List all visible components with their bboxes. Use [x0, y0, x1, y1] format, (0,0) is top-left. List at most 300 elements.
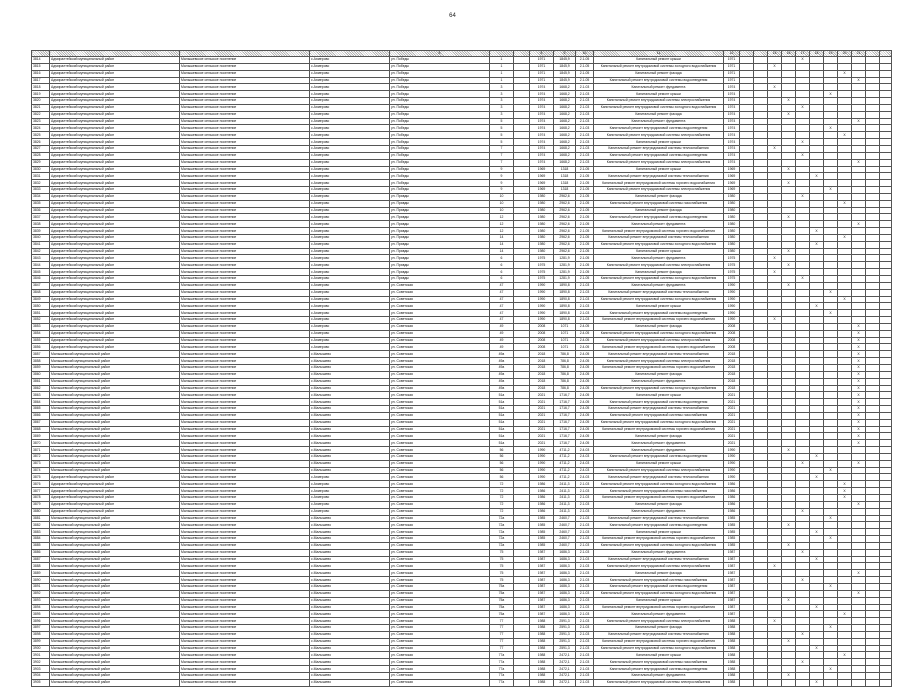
district-cell: Малышевский муниципальный район [50, 659, 180, 666]
house-cell: 47 [490, 310, 514, 317]
mark-cell [796, 282, 810, 289]
mark-cell [768, 440, 782, 447]
table-row [32, 63, 892, 70]
mark-cell [768, 337, 782, 344]
year-cell: 1988 [530, 666, 554, 673]
term-cell: 2.1-05 [576, 187, 594, 194]
mark-cell [880, 262, 892, 269]
work-type-cell: Капитальный ремонт внутридомовой системы холодного водоснабжения [594, 385, 724, 392]
year-cell: 1988 [530, 679, 554, 686]
street-cell: ул. Советская [390, 679, 490, 686]
mark-cell [824, 481, 838, 488]
street-cell: ул. Победы [390, 104, 490, 111]
mark-cell [754, 583, 768, 590]
mark-cell [740, 159, 754, 166]
table-row [32, 207, 892, 214]
locality-cell: с.Малышево [310, 440, 390, 447]
mark-cell [810, 570, 824, 577]
term-cell: 2.4-05 [576, 406, 594, 413]
mark-cell [754, 145, 768, 152]
table-row [32, 323, 892, 330]
work-type-cell: Капитальный ремонт внутридомовой системы электроснабжения [594, 618, 724, 625]
mark-cell [740, 440, 754, 447]
year-cell: 1969 [530, 187, 554, 194]
from-year-cell: 2018 [724, 364, 740, 371]
table-row [32, 385, 892, 392]
work-type-cell: Капитальный ремонт внутридомовой системы теплоснабжения [594, 406, 724, 413]
mark-cell: Х [824, 310, 838, 317]
mark-cell [768, 132, 782, 139]
mark-cell [880, 611, 892, 618]
mark-cell [824, 344, 838, 351]
mark-cell [866, 132, 880, 139]
mark-cell [796, 187, 810, 194]
mark-cell [866, 276, 880, 283]
house-cell: 51а [490, 419, 514, 426]
mark-cell: Х [796, 152, 810, 159]
mark-cell [866, 385, 880, 392]
mark-cell [796, 652, 810, 659]
mark-cell [866, 187, 880, 194]
year-cell: 2021 [530, 412, 554, 419]
district-cell: Адмиралтейский муниципальный район [50, 139, 180, 146]
house-cell: 72а [490, 529, 514, 536]
mark-cell [852, 467, 866, 474]
row-id: 3860 [32, 371, 50, 378]
settlement-cell: Малышевское сельское поселение [180, 57, 310, 64]
term-cell: 2.1-03 [576, 672, 594, 679]
mark-cell [866, 152, 880, 159]
mark-cell [796, 310, 810, 317]
mark-cell [866, 248, 880, 255]
mark-cell [754, 652, 768, 659]
work-type-cell: Капитальный ремонт фасада [594, 269, 724, 276]
area-cell: 1668,2 [554, 104, 576, 111]
mark-cell [824, 77, 838, 84]
district-cell: Малышевский муниципальный район [50, 625, 180, 632]
mark-cell [880, 351, 892, 358]
from-year-cell: 1988 [724, 672, 740, 679]
row-id: 3873 [32, 460, 50, 467]
row-id: 3834 [32, 193, 50, 200]
term-cell: 2.1-03 [576, 145, 594, 152]
from-year-cell: 1974 [724, 111, 740, 118]
mark-cell [740, 221, 754, 228]
area-cell: 1281,9 [554, 255, 576, 262]
settlement-cell: Малышевское сельское поселение [180, 577, 310, 584]
mark-cell [838, 515, 852, 522]
district-cell: Адмиралтейский муниципальный район [50, 111, 180, 118]
mark-cell [740, 625, 754, 632]
mark-cell [754, 453, 768, 460]
mark-cell [754, 282, 768, 289]
term-cell: 2.1-03 [576, 488, 594, 495]
blank-cell [514, 344, 530, 351]
mark-cell [754, 556, 768, 563]
district-cell: Адмиралтейский муниципальный район [50, 296, 180, 303]
mark-cell [810, 385, 824, 392]
mark-cell: Х [852, 337, 866, 344]
mark-cell [768, 378, 782, 385]
mark-cell [838, 159, 852, 166]
mark-cell [824, 563, 838, 570]
mark-cell [754, 549, 768, 556]
term-cell: 2.4-05 [576, 433, 594, 440]
row-id: 3866 [32, 412, 50, 419]
street-cell: ул. Советская [390, 378, 490, 385]
area-cell: 4711,2 [554, 447, 576, 454]
term-cell: 2.4-05 [576, 378, 594, 385]
mark-cell [768, 125, 782, 132]
area-cell: 786,8 [554, 358, 576, 365]
mark-cell [852, 145, 866, 152]
year-cell: 1974 [530, 98, 554, 105]
district-cell: Адмиралтейский муниципальный район [50, 57, 180, 64]
mark-cell: Х [852, 118, 866, 125]
mark-cell [838, 276, 852, 283]
work-type-cell: Капитальный ремонт фундамента [594, 118, 724, 125]
blank-cell [514, 419, 530, 426]
mark-cell [880, 371, 892, 378]
work-type-cell: Капитальный ремонт внутридомовой системы водоотведения [594, 666, 724, 673]
district-cell: Адмиралтейский муниципальный район [50, 63, 180, 70]
mark-cell [866, 303, 880, 310]
table-row [32, 679, 892, 686]
mark-cell [824, 111, 838, 118]
mark-cell [880, 460, 892, 467]
street-cell: ул. Победы [390, 187, 490, 194]
year-cell: 1975 [530, 255, 554, 262]
mark-cell [810, 70, 824, 77]
work-type-cell: Капитальный ремонт фундамента [594, 672, 724, 679]
mark-cell: Х [796, 460, 810, 467]
district-cell: Малышевский муниципальный район [50, 570, 180, 577]
mark-cell [824, 659, 838, 666]
area-cell: 4711,2 [554, 453, 576, 460]
street-cell: ул. Правды [390, 248, 490, 255]
from-year-cell: 1975 [724, 262, 740, 269]
mark-cell: Х [782, 98, 796, 105]
mark-cell [880, 515, 892, 522]
col-header-18: 18 [810, 51, 824, 57]
district-cell: Адмиралтейский муниципальный район [50, 248, 180, 255]
street-cell: ул. Победы [390, 145, 490, 152]
mark-cell [796, 618, 810, 625]
mark-cell [866, 330, 880, 337]
row-id: 3826 [32, 139, 50, 146]
term-cell: 2.4-05 [576, 440, 594, 447]
col-header-16: 16 [782, 51, 796, 57]
street-cell: ул. Победы [390, 139, 490, 146]
table-row [32, 638, 892, 645]
from-year-cell: 1990 [724, 303, 740, 310]
table-row [32, 187, 892, 194]
mark-cell [866, 652, 880, 659]
mark-cell [768, 679, 782, 686]
mark-cell [838, 84, 852, 91]
mark-cell [768, 180, 782, 187]
mark-cell [740, 529, 754, 536]
mark-cell [852, 262, 866, 269]
settlement-cell: Малышевское сельское поселение [180, 447, 310, 454]
mark-cell [838, 241, 852, 248]
mark-cell [866, 412, 880, 419]
mark-cell: Х [782, 597, 796, 604]
mark-cell [740, 474, 754, 481]
year-cell: 1990 [530, 453, 554, 460]
settlement-cell: Малышевское сельское поселение [180, 166, 310, 173]
mark-cell [754, 296, 768, 303]
mark-cell [838, 358, 852, 365]
mark-cell [824, 118, 838, 125]
table-row [32, 412, 892, 419]
from-year-cell: 1986 [724, 501, 740, 508]
mark-cell [880, 453, 892, 460]
area-cell: 2460,7 [554, 529, 576, 536]
area-cell: 2460,7 [554, 542, 576, 549]
work-type-cell: Капитальный ремонт внутридомовой системы электроснабжения [594, 358, 724, 365]
street-cell: ул. Победы [390, 70, 490, 77]
mark-cell [880, 536, 892, 543]
settlement-cell: Малышевское сельское поселение [180, 132, 310, 139]
term-cell: 2.1-05 [576, 248, 594, 255]
mark-cell [866, 378, 880, 385]
row-id: 3847 [32, 282, 50, 289]
from-year-cell: 1985 [724, 522, 740, 529]
mark-cell [740, 392, 754, 399]
street-cell: ул. Советская [390, 344, 490, 351]
street-cell: ул. Победы [390, 152, 490, 159]
locality-cell: с.Малышево [310, 618, 390, 625]
street-cell: ул. Советская [390, 501, 490, 508]
mark-cell [810, 145, 824, 152]
row-id: 3820 [32, 98, 50, 105]
work-type-cell: Капитальный ремонт внутридомовой системы теплоснабжения [594, 474, 724, 481]
area-cell: 1668,2 [554, 98, 576, 105]
mark-cell [782, 371, 796, 378]
settlement-cell: Малышевское сельское поселение [180, 453, 310, 460]
street-cell: ул. Советская [390, 296, 490, 303]
year-cell: 1971 [530, 77, 554, 84]
table-row [32, 152, 892, 159]
mark-cell [754, 419, 768, 426]
settlement-cell: Малышевское сельское поселение [180, 399, 310, 406]
district-cell: Адмиралтейский муниципальный район [50, 337, 180, 344]
mark-cell [768, 98, 782, 105]
locality-cell: с.Малышево [310, 392, 390, 399]
from-year-cell: 1974 [724, 104, 740, 111]
mark-cell [768, 200, 782, 207]
mark-cell [810, 378, 824, 385]
mark-cell [768, 542, 782, 549]
mark-cell [852, 84, 866, 91]
mark-cell [782, 63, 796, 70]
locality-cell: с.Малышево [310, 399, 390, 406]
from-year-cell: 1974 [724, 145, 740, 152]
mark-cell [824, 645, 838, 652]
mark-cell [740, 330, 754, 337]
mark-cell: Х [768, 269, 782, 276]
district-cell: Малышевский муниципальный район [50, 351, 180, 358]
work-type-cell: Капитальный ремонт крыши [594, 460, 724, 467]
district-cell: Малышевский муниципальный район [50, 638, 180, 645]
mark-cell [740, 549, 754, 556]
from-year-cell: 1974 [724, 98, 740, 105]
mark-cell [880, 125, 892, 132]
term-cell: 2.1-03 [576, 679, 594, 686]
settlement-cell: Малышевское сельское поселение [180, 433, 310, 440]
locality-cell: с.Ахмерово [310, 474, 390, 481]
term-cell: 2.1-03 [576, 577, 594, 584]
area-cell: 786,8 [554, 378, 576, 385]
mark-cell [768, 364, 782, 371]
street-cell: ул. Правды [390, 269, 490, 276]
mark-cell [740, 672, 754, 679]
house-cell: 56 [490, 474, 514, 481]
mark-cell: Х [852, 440, 866, 447]
row-id: 3863 [32, 392, 50, 399]
mark-cell [866, 604, 880, 611]
work-type-cell: Капитальный ремонт внутридомовой системы водоотведения [594, 125, 724, 132]
mark-cell [796, 392, 810, 399]
mark-cell [824, 139, 838, 146]
settlement-cell: Малышевское сельское поселение [180, 159, 310, 166]
mark-cell [866, 659, 880, 666]
mark-cell [866, 679, 880, 686]
year-cell: 1980 [530, 228, 554, 235]
district-cell: Малышевский муниципальный район [50, 364, 180, 371]
table-row [32, 358, 892, 365]
year-cell: 1988 [530, 618, 554, 625]
mark-cell [838, 364, 852, 371]
locality-cell: с.Ахмерово [310, 255, 390, 262]
col-header-12: 12 [724, 51, 740, 57]
mark-cell [838, 467, 852, 474]
mark-cell [796, 255, 810, 262]
row-id: 3838 [32, 221, 50, 228]
row-id: 3858 [32, 358, 50, 365]
street-cell: ул. Советская [390, 282, 490, 289]
settlement-cell: Малышевское сельское поселение [180, 590, 310, 597]
house-cell: 47 [490, 296, 514, 303]
house-cell: 3 [490, 98, 514, 105]
locality-cell: с.Ахмерово [310, 77, 390, 84]
from-year-cell: 2021 [724, 406, 740, 413]
area-cell: 1318 [554, 180, 576, 187]
house-cell: 51а [490, 392, 514, 399]
area-cell: 4711,2 [554, 467, 576, 474]
mark-cell [852, 296, 866, 303]
table-row [32, 166, 892, 173]
year-cell: 1974 [530, 145, 554, 152]
mark-cell [740, 358, 754, 365]
mark-cell [824, 180, 838, 187]
settlement-cell: Малышевское сельское поселение [180, 296, 310, 303]
house-cell: 56 [490, 453, 514, 460]
locality-cell: с.Ахмерово [310, 118, 390, 125]
table-row [32, 659, 892, 666]
mark-cell [852, 234, 866, 241]
term-cell: 2.1-05 [576, 207, 594, 214]
mark-cell [768, 672, 782, 679]
mark-cell [852, 214, 866, 221]
street-cell: ул. Победы [390, 111, 490, 118]
term-cell: 2.1-03 [576, 159, 594, 166]
term-cell: 2.4-05 [576, 385, 594, 392]
mark-cell [810, 364, 824, 371]
mark-cell [824, 399, 838, 406]
mark-cell: Х [796, 193, 810, 200]
locality-cell: с.Малышево [310, 351, 390, 358]
table-row [32, 330, 892, 337]
locality-cell: с.Малышево [310, 385, 390, 392]
area-cell: 1686,3 [554, 563, 576, 570]
mark-cell [754, 631, 768, 638]
mark-cell [782, 296, 796, 303]
mark-cell [838, 549, 852, 556]
year-cell: 1971 [530, 70, 554, 77]
year-cell: 1986 [530, 481, 554, 488]
street-cell: ул. Советская [390, 563, 490, 570]
row-id: 3880 [32, 508, 50, 515]
mark-cell [838, 214, 852, 221]
mark-cell [754, 611, 768, 618]
mark-cell [852, 631, 866, 638]
mark-cell [866, 104, 880, 111]
mark-cell [824, 604, 838, 611]
mark-cell [796, 214, 810, 221]
mark-cell [852, 282, 866, 289]
house-cell: 49 [490, 344, 514, 351]
mark-cell [824, 522, 838, 529]
mark-cell [824, 419, 838, 426]
house-cell: 49а [490, 385, 514, 392]
settlement-cell: Малышевское сельское поселение [180, 200, 310, 207]
mark-cell [782, 679, 796, 686]
mark-cell [866, 597, 880, 604]
mark-cell [754, 679, 768, 686]
mark-cell: Х [852, 221, 866, 228]
mark-cell [768, 556, 782, 563]
from-year-cell: 1990 [724, 460, 740, 467]
mark-cell [782, 399, 796, 406]
term-cell: 2.4-03 [576, 467, 594, 474]
mark-cell: Х [768, 563, 782, 570]
mark-cell [838, 385, 852, 392]
mark-cell [810, 460, 824, 467]
street-cell: ул. Советская [390, 317, 490, 324]
mark-cell [810, 426, 824, 433]
mark-cell [782, 187, 796, 194]
house-cell: 75а [490, 583, 514, 590]
street-cell: ул. Советская [390, 412, 490, 419]
row-id: 3821 [32, 104, 50, 111]
mark-cell [866, 447, 880, 454]
mark-cell: Х [768, 63, 782, 70]
mark-cell [880, 214, 892, 221]
table-row [32, 618, 892, 625]
mark-cell [810, 125, 824, 132]
from-year-cell: 1980 [724, 228, 740, 235]
mark-cell [838, 310, 852, 317]
work-type-cell: Капитальный ремонт внутридомовой системы газоснабжения [594, 200, 724, 207]
district-cell: Малышевский муниципальный район [50, 583, 180, 590]
blank-cell [514, 378, 530, 385]
mark-cell [754, 207, 768, 214]
mark-cell [754, 672, 768, 679]
district-cell: Адмиралтейский муниципальный район [50, 145, 180, 152]
mark-cell [866, 631, 880, 638]
